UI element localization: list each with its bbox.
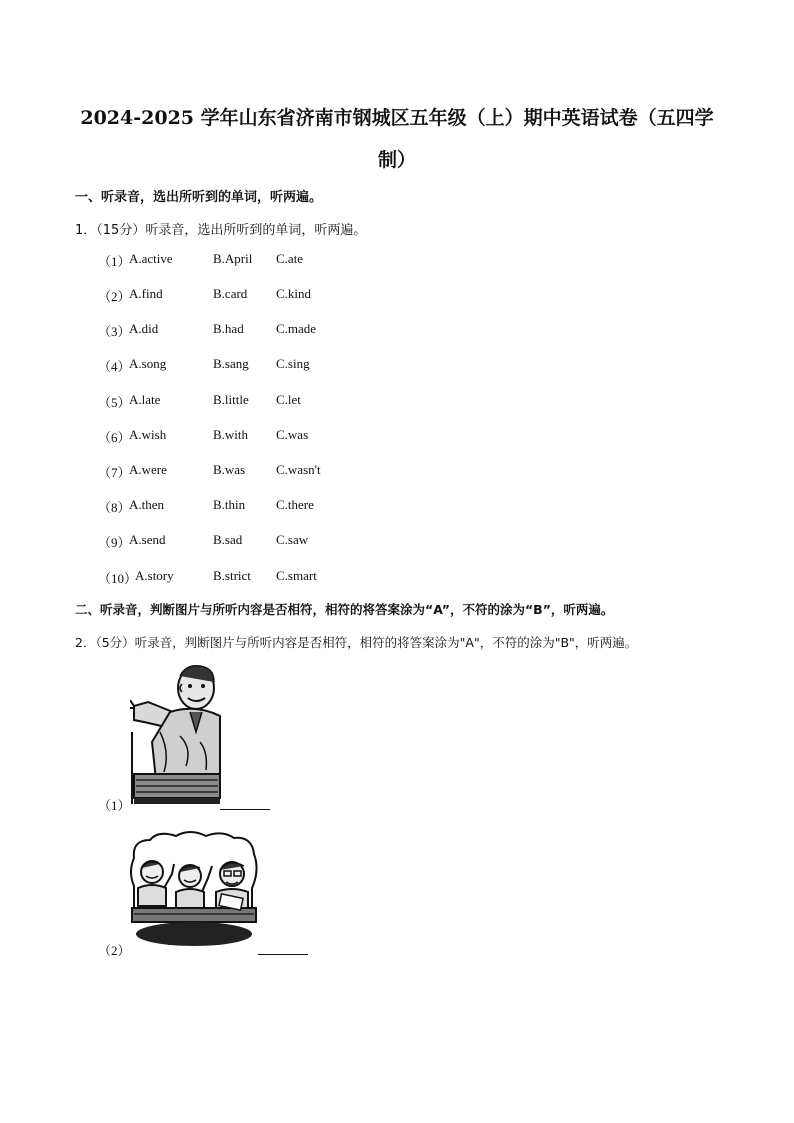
exam-title-line2: 制） xyxy=(377,149,416,171)
option-c: C.saw xyxy=(276,532,309,547)
item-number: （3） xyxy=(98,324,131,339)
section1-heading: 一、听录音，选出所听到的单词，听两遍。 xyxy=(75,190,323,205)
option-c: C.wasn't xyxy=(276,462,321,477)
option-c: C.made xyxy=(276,321,317,336)
item-number: （10） xyxy=(98,571,138,586)
option-b: B.little xyxy=(213,392,249,407)
item-number: （4） xyxy=(98,359,131,374)
option-b: B.card xyxy=(213,286,248,301)
item-number: （9） xyxy=(98,535,131,550)
option-b: B.sang xyxy=(213,356,249,371)
option-a: A.active xyxy=(129,251,173,266)
item-number: （2） xyxy=(98,289,131,304)
picture-2-number: （2） xyxy=(98,943,131,958)
option-b: B.was xyxy=(213,462,246,477)
item-number: （6） xyxy=(98,430,131,445)
option-a: A.did xyxy=(129,321,159,336)
item-number: （5） xyxy=(98,395,131,410)
item-number: （7） xyxy=(98,465,131,480)
option-c: C.sing xyxy=(276,356,310,371)
option-a: A.wish xyxy=(129,427,167,442)
option-b: B.with xyxy=(213,427,249,442)
option-c: C.kind xyxy=(276,286,312,301)
teacher-pointing-illustration xyxy=(130,662,222,808)
option-c: C.there xyxy=(276,497,314,512)
option-a: A.then xyxy=(129,497,165,512)
picture-1-number: （1） xyxy=(98,798,131,813)
option-c: C.smart xyxy=(276,568,317,583)
option-a: A.send xyxy=(129,532,166,547)
option-a: A.were xyxy=(129,462,167,477)
answer-blank-2[interactable] xyxy=(258,954,308,955)
option-a: A.song xyxy=(129,356,167,371)
option-c: C.was xyxy=(276,427,309,442)
option-a: A.late xyxy=(129,392,161,407)
answer-blank-1[interactable] xyxy=(220,809,270,810)
option-a: A.find xyxy=(129,286,163,301)
option-b: B.April xyxy=(213,251,253,266)
option-a: A.story xyxy=(135,568,174,583)
option-b: B.thin xyxy=(213,497,246,512)
option-c: C.let xyxy=(276,392,301,407)
item-number: （8） xyxy=(98,500,131,515)
three-students-in-classroom-illustration xyxy=(128,830,260,948)
option-b: B.strict xyxy=(213,568,251,583)
item-number: （1） xyxy=(98,254,131,269)
question1-prompt: 1．（15分）听录音，选出所听到的单词，听两遍。 xyxy=(75,223,367,238)
exam-title-line1: 2024-2025 学年山东省济南市钢城区五年级（上）期中英语试卷（五四学 xyxy=(80,107,714,129)
option-b: B.had xyxy=(213,321,244,336)
section2-heading: 二、听录音，判断图片与所听内容是否相符，相符的将答案涂为“A”，不符的涂为“B”，听两遍。 xyxy=(75,602,614,617)
option-c: C.ate xyxy=(276,251,304,266)
option-b: B.sad xyxy=(213,532,243,547)
question2-prompt: 2．（5分）听录音，判断图片与所听内容是否相符，相符的将答案涂为"A"，不符的涂为"B"，听两遍。 xyxy=(75,635,638,650)
